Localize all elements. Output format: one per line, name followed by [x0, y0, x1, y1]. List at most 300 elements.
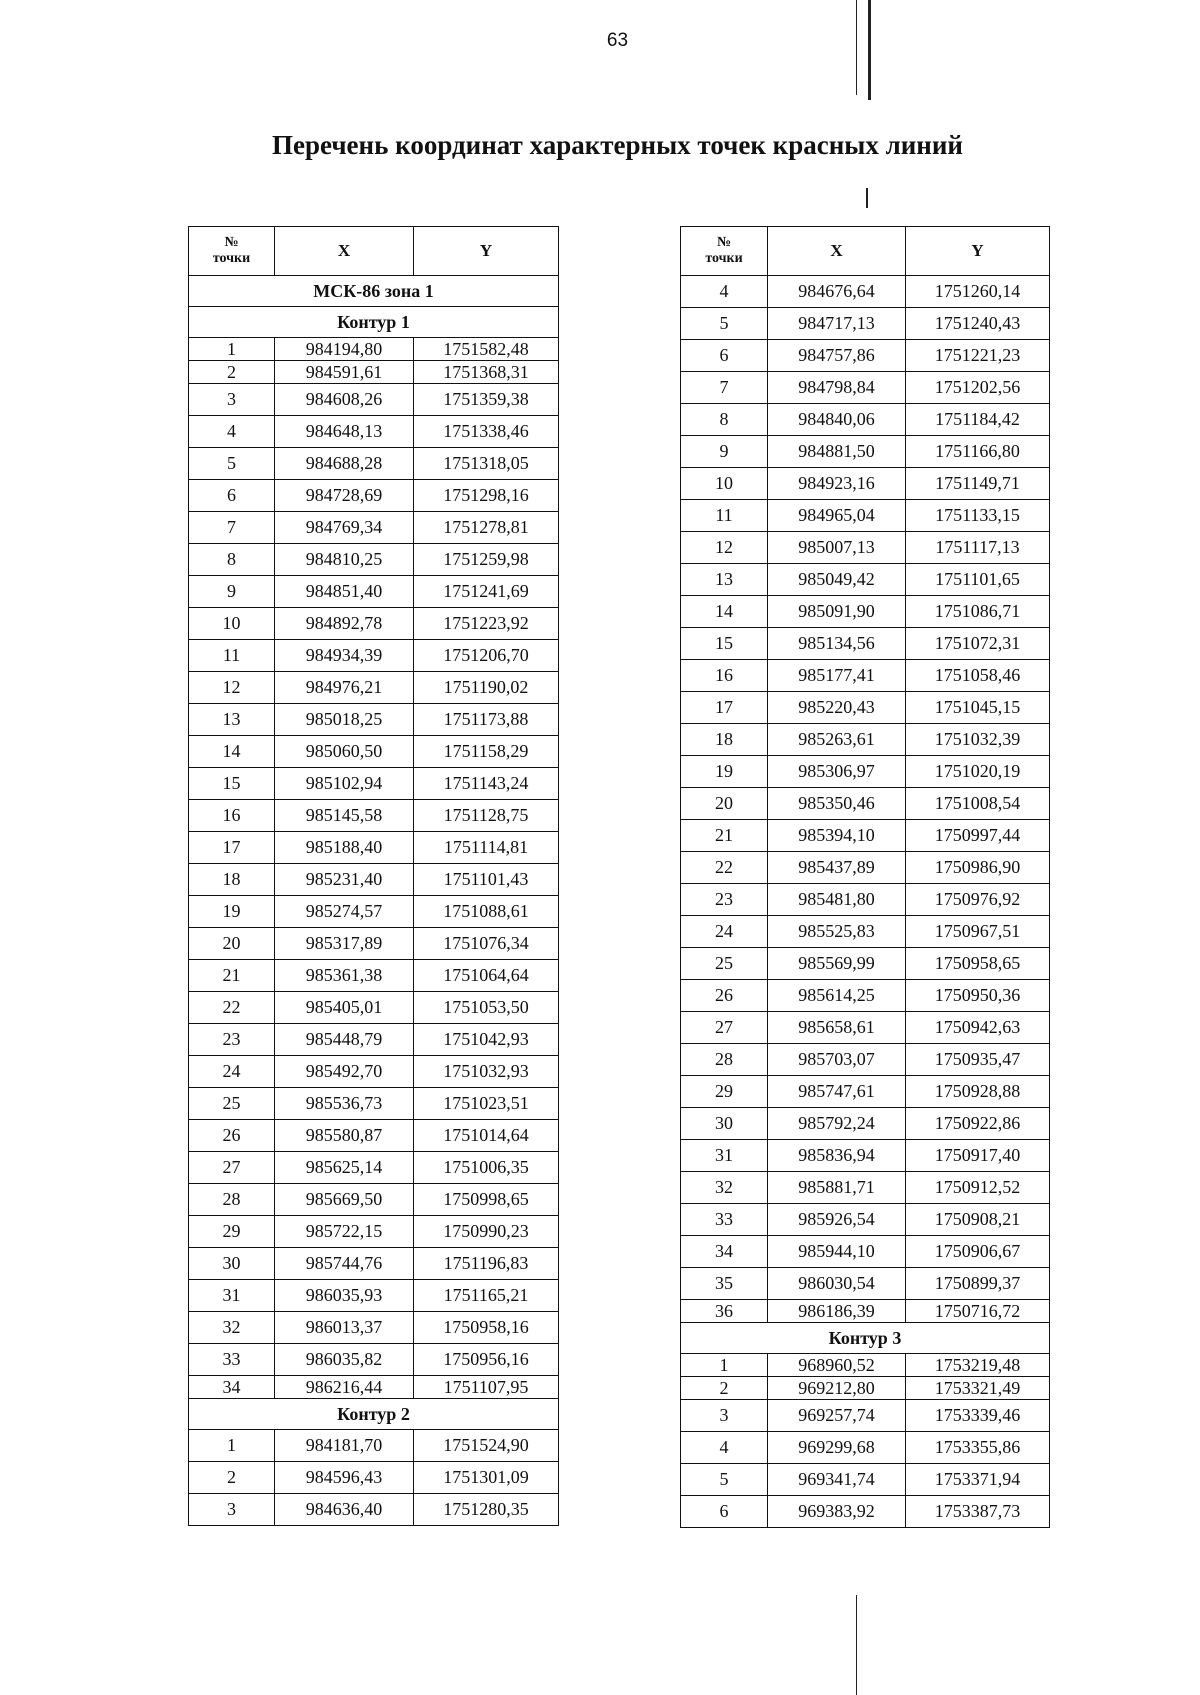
x-header: X — [275, 227, 414, 276]
x-cell: 985926,54 — [768, 1204, 906, 1236]
y-cell: 1751280,35 — [414, 1494, 559, 1526]
point-number-cell: 21 — [189, 960, 275, 992]
table-row — [189, 992, 559, 1024]
contour-title-label: Контур 3 — [681, 1323, 1050, 1354]
point-number-cell: 4 — [681, 276, 768, 308]
x-cell: 985492,70 — [275, 1056, 414, 1088]
table-row — [681, 1377, 1050, 1400]
y-cell: 1750950,36 — [906, 980, 1050, 1012]
point-number-cell: 29 — [189, 1216, 275, 1248]
x-cell: 985361,38 — [275, 960, 414, 992]
point-number-cell: 30 — [681, 1108, 768, 1140]
x-cell: 985792,24 — [768, 1108, 906, 1140]
x-cell: 984798,84 — [768, 372, 906, 404]
table-row — [681, 340, 1050, 372]
x-cell: 986013,37 — [275, 1312, 414, 1344]
table-row — [681, 1464, 1050, 1496]
y-cell: 1750942,63 — [906, 1012, 1050, 1044]
point-number-cell: 27 — [189, 1152, 275, 1184]
y-cell: 1750906,67 — [906, 1236, 1050, 1268]
point-number-cell: 15 — [189, 768, 275, 800]
point-number-cell: 9 — [189, 576, 275, 608]
point-number-cell: 30 — [189, 1248, 275, 1280]
y-cell: 1750908,21 — [906, 1204, 1050, 1236]
x-cell: 969299,68 — [768, 1432, 906, 1464]
table-row — [189, 896, 559, 928]
y-cell: 1751064,64 — [414, 960, 559, 992]
table-row — [189, 800, 559, 832]
x-cell: 985405,01 — [275, 992, 414, 1024]
x-cell: 984965,04 — [768, 500, 906, 532]
y-cell: 1751045,15 — [906, 692, 1050, 724]
table-row — [681, 1236, 1050, 1268]
x-cell: 969341,74 — [768, 1464, 906, 1496]
x-cell: 985177,41 — [768, 660, 906, 692]
y-cell: 1750958,16 — [414, 1312, 559, 1344]
y-cell: 1751076,34 — [414, 928, 559, 960]
point-number-cell: 24 — [189, 1056, 275, 1088]
y-cell: 1751582,48 — [414, 338, 559, 361]
point-number-cell: 7 — [189, 512, 275, 544]
x-cell: 984688,28 — [275, 448, 414, 480]
table-row — [681, 692, 1050, 724]
y-cell: 1750922,86 — [906, 1108, 1050, 1140]
x-cell: 985220,43 — [768, 692, 906, 724]
point-number-cell: 23 — [189, 1024, 275, 1056]
x-cell: 986186,39 — [768, 1300, 906, 1323]
x-cell: 985394,10 — [768, 820, 906, 852]
point-number-cell: 18 — [189, 864, 275, 896]
table-row — [189, 1024, 559, 1056]
point-number-cell: 27 — [681, 1012, 768, 1044]
point-number-cell: 28 — [189, 1184, 275, 1216]
point-number-cell: 7 — [681, 372, 768, 404]
table-row — [189, 1056, 559, 1088]
point-number-cell: 13 — [189, 704, 275, 736]
table-row — [189, 1184, 559, 1216]
x-cell: 985836,94 — [768, 1140, 906, 1172]
y-cell: 1751196,83 — [414, 1248, 559, 1280]
x-cell: 984608,26 — [275, 384, 414, 416]
table-row — [189, 338, 559, 361]
table-row — [189, 608, 559, 640]
x-cell: 984976,21 — [275, 672, 414, 704]
point-number-cell: 25 — [681, 948, 768, 980]
point-number-cell: 4 — [681, 1432, 768, 1464]
x-cell: 985944,10 — [768, 1236, 906, 1268]
table-row — [681, 1300, 1050, 1323]
table-row — [681, 756, 1050, 788]
point-number-cell: 36 — [681, 1300, 768, 1323]
table-row — [681, 1108, 1050, 1140]
table-row — [189, 384, 559, 416]
x-cell: 984596,43 — [275, 1462, 414, 1494]
y-cell: 1751240,43 — [906, 308, 1050, 340]
table-row — [681, 1076, 1050, 1108]
y-cell: 1751107,95 — [414, 1376, 559, 1399]
point-number-cell: 20 — [189, 928, 275, 960]
table-row — [189, 928, 559, 960]
table-row — [681, 980, 1050, 1012]
y-header: Y — [414, 227, 559, 276]
point-number-cell: 22 — [189, 992, 275, 1024]
x-cell: 985145,58 — [275, 800, 414, 832]
point-number-cell: 24 — [681, 916, 768, 948]
point-number-cell: 32 — [189, 1312, 275, 1344]
x-cell: 985703,07 — [768, 1044, 906, 1076]
y-cell: 1750956,16 — [414, 1344, 559, 1376]
table-row — [189, 361, 559, 384]
point-number-cell: 3 — [681, 1400, 768, 1432]
point-number-cell: 13 — [681, 564, 768, 596]
y-cell: 1751042,93 — [414, 1024, 559, 1056]
contour-title — [681, 1323, 1050, 1354]
table-row — [189, 672, 559, 704]
table-row — [681, 1012, 1050, 1044]
table-row — [189, 640, 559, 672]
point-number-cell: 20 — [681, 788, 768, 820]
point-number-cell: 25 — [189, 1088, 275, 1120]
x-header: X — [768, 227, 906, 276]
x-cell: 985274,57 — [275, 896, 414, 928]
x-cell: 985060,50 — [275, 736, 414, 768]
document-title: Перечень координат характерных точек красных линий — [272, 130, 963, 160]
y-cell: 1751023,51 — [414, 1088, 559, 1120]
point-number-cell: 18 — [681, 724, 768, 756]
y-cell: 1750935,47 — [906, 1044, 1050, 1076]
table-row — [681, 1400, 1050, 1432]
x-cell: 986035,93 — [275, 1280, 414, 1312]
point-number-cell: 10 — [189, 608, 275, 640]
y-cell: 1751149,71 — [906, 468, 1050, 500]
y-cell: 1750967,51 — [906, 916, 1050, 948]
point-number-cell: 2 — [681, 1377, 768, 1400]
table-row — [189, 1248, 559, 1280]
y-cell: 1750958,65 — [906, 948, 1050, 980]
point-number-cell: 28 — [681, 1044, 768, 1076]
y-cell: 1750716,72 — [906, 1300, 1050, 1323]
point-number-cell: 11 — [189, 640, 275, 672]
point-number-cell: 4 — [189, 416, 275, 448]
point-number-cell: 19 — [681, 756, 768, 788]
table-row — [189, 1088, 559, 1120]
y-cell: 1751278,81 — [414, 512, 559, 544]
x-cell: 985049,42 — [768, 564, 906, 596]
x-cell: 985188,40 — [275, 832, 414, 864]
point-number-cell: 5 — [681, 308, 768, 340]
y-cell: 1750912,52 — [906, 1172, 1050, 1204]
x-cell: 984769,34 — [275, 512, 414, 544]
y-cell: 1753387,73 — [906, 1496, 1050, 1528]
y-cell: 1751006,35 — [414, 1152, 559, 1184]
point-number-cell: 1 — [189, 338, 275, 361]
x-cell: 969257,74 — [768, 1400, 906, 1432]
y-cell: 1750986,90 — [906, 852, 1050, 884]
x-cell: 984892,78 — [275, 608, 414, 640]
table-row — [189, 1312, 559, 1344]
y-cell: 1751241,69 — [414, 576, 559, 608]
y-cell: 1751202,56 — [906, 372, 1050, 404]
table-row — [189, 864, 559, 896]
x-cell: 985437,89 — [768, 852, 906, 884]
x-cell: 984636,40 — [275, 1494, 414, 1526]
x-cell: 968960,52 — [768, 1354, 906, 1377]
table-row — [681, 500, 1050, 532]
x-cell: 984757,86 — [768, 340, 906, 372]
point-number-cell: 31 — [189, 1280, 275, 1312]
x-cell: 985580,87 — [275, 1120, 414, 1152]
y-cell: 1751008,54 — [906, 788, 1050, 820]
y-cell: 1751184,42 — [906, 404, 1050, 436]
table-row — [681, 308, 1050, 340]
y-cell: 1751338,46 — [414, 416, 559, 448]
table-row — [681, 1268, 1050, 1300]
table-row — [189, 1430, 559, 1462]
y-cell: 1753355,86 — [906, 1432, 1050, 1464]
x-cell: 969212,80 — [768, 1377, 906, 1400]
point-number-cell: 31 — [681, 1140, 768, 1172]
y-cell: 1751014,64 — [414, 1120, 559, 1152]
table-row — [189, 448, 559, 480]
page-number: 63 — [606, 30, 629, 51]
table-row — [681, 820, 1050, 852]
y-cell: 1751259,98 — [414, 544, 559, 576]
point-number-cell: 21 — [681, 820, 768, 852]
y-cell: 1750976,92 — [906, 884, 1050, 916]
x-cell: 984676,64 — [768, 276, 906, 308]
table-row — [189, 544, 559, 576]
x-cell: 985007,13 — [768, 532, 906, 564]
y-cell: 1753219,48 — [906, 1354, 1050, 1377]
table-row — [681, 1496, 1050, 1528]
table-row — [681, 468, 1050, 500]
point-number-header: № точки — [681, 227, 768, 276]
x-cell: 969383,92 — [768, 1496, 906, 1528]
point-number-cell: 12 — [189, 672, 275, 704]
x-cell: 984591,61 — [275, 361, 414, 384]
point-number-cell: 10 — [681, 468, 768, 500]
point-number-cell: 3 — [189, 384, 275, 416]
y-cell: 1751368,31 — [414, 361, 559, 384]
point-number-cell: 34 — [681, 1236, 768, 1268]
point-number-cell: 14 — [189, 736, 275, 768]
contour-title — [189, 1399, 559, 1430]
y-cell: 1750899,37 — [906, 1268, 1050, 1300]
table-row — [189, 1152, 559, 1184]
x-cell: 985448,79 — [275, 1024, 414, 1056]
table-row — [681, 596, 1050, 628]
point-number-cell: 1 — [189, 1430, 275, 1462]
point-number-cell: 2 — [189, 361, 275, 384]
y-cell: 1751158,29 — [414, 736, 559, 768]
x-cell: 985744,76 — [275, 1248, 414, 1280]
point-number-header: № точки — [189, 227, 275, 276]
point-number-cell: 32 — [681, 1172, 768, 1204]
x-cell: 984717,13 — [768, 308, 906, 340]
x-cell: 984923,16 — [768, 468, 906, 500]
x-cell: 986216,44 — [275, 1376, 414, 1399]
scan-artifact-line — [856, 1595, 857, 1695]
x-cell: 985614,25 — [768, 980, 906, 1012]
table-row — [189, 1494, 559, 1526]
contour-title-label: Контур 2 — [189, 1399, 559, 1430]
y-cell: 1751072,31 — [906, 628, 1050, 660]
y-cell: 1751301,09 — [414, 1462, 559, 1494]
table-row — [681, 372, 1050, 404]
y-cell: 1751101,43 — [414, 864, 559, 896]
y-header: Y — [906, 227, 1050, 276]
x-cell: 985134,56 — [768, 628, 906, 660]
point-number-cell: 16 — [189, 800, 275, 832]
y-cell: 1751143,24 — [414, 768, 559, 800]
y-cell: 1753371,94 — [906, 1464, 1050, 1496]
x-cell: 985263,61 — [768, 724, 906, 756]
table-row — [189, 1120, 559, 1152]
table-row — [681, 1204, 1050, 1236]
x-cell: 985231,40 — [275, 864, 414, 896]
x-cell: 984181,70 — [275, 1430, 414, 1462]
y-cell: 1750928,88 — [906, 1076, 1050, 1108]
x-cell: 984648,13 — [275, 416, 414, 448]
y-cell: 1751133,15 — [906, 500, 1050, 532]
point-number-cell: 15 — [681, 628, 768, 660]
table-row — [189, 416, 559, 448]
table-row — [189, 1376, 559, 1399]
table-row — [189, 1462, 559, 1494]
x-cell: 985317,89 — [275, 928, 414, 960]
y-cell: 1751058,46 — [906, 660, 1050, 692]
x-cell: 985881,71 — [768, 1172, 906, 1204]
point-number-cell: 5 — [681, 1464, 768, 1496]
y-cell: 1751190,02 — [414, 672, 559, 704]
zone-title — [189, 276, 559, 307]
x-cell: 984840,06 — [768, 404, 906, 436]
y-cell: 1751086,71 — [906, 596, 1050, 628]
point-number-cell: 33 — [681, 1204, 768, 1236]
point-number-cell: 8 — [681, 404, 768, 436]
x-cell: 984934,39 — [275, 640, 414, 672]
table-row — [681, 276, 1050, 308]
y-cell: 1750998,65 — [414, 1184, 559, 1216]
point-number-cell: 34 — [189, 1376, 275, 1399]
point-number-cell: 6 — [681, 1496, 768, 1528]
y-cell: 1751032,39 — [906, 724, 1050, 756]
point-number-cell: 22 — [681, 852, 768, 884]
zone-title-label: МСК-86 зона 1 — [189, 276, 559, 307]
point-number-cell: 19 — [189, 896, 275, 928]
table-row — [681, 948, 1050, 980]
x-cell: 984881,50 — [768, 436, 906, 468]
x-cell: 985102,94 — [275, 768, 414, 800]
coordinates-table-left — [188, 226, 559, 1526]
y-cell: 1751117,13 — [906, 532, 1050, 564]
x-cell: 984851,40 — [275, 576, 414, 608]
table-row — [681, 1432, 1050, 1464]
x-cell: 985658,61 — [768, 1012, 906, 1044]
y-cell: 1751128,75 — [414, 800, 559, 832]
y-cell: 1751318,05 — [414, 448, 559, 480]
point-number-cell: 35 — [681, 1268, 768, 1300]
y-cell: 1751359,38 — [414, 384, 559, 416]
x-cell: 985525,83 — [768, 916, 906, 948]
table-row — [681, 1140, 1050, 1172]
point-number-cell: 26 — [681, 980, 768, 1012]
table-row — [189, 1216, 559, 1248]
y-cell: 1751166,80 — [906, 436, 1050, 468]
x-cell: 985722,15 — [275, 1216, 414, 1248]
x-cell: 985669,50 — [275, 1184, 414, 1216]
table-row — [681, 1172, 1050, 1204]
x-cell: 985306,97 — [768, 756, 906, 788]
scan-artifact-line — [866, 188, 868, 208]
table-row — [189, 960, 559, 992]
table-row — [189, 704, 559, 736]
y-cell: 1751114,81 — [414, 832, 559, 864]
point-number-cell: 11 — [681, 500, 768, 532]
coordinates-table-right — [680, 226, 1050, 1528]
y-cell: 1753339,46 — [906, 1400, 1050, 1432]
table-row — [681, 1044, 1050, 1076]
contour-title-label: Контур 1 — [189, 307, 559, 338]
y-cell: 1751088,61 — [414, 896, 559, 928]
x-cell: 984810,25 — [275, 544, 414, 576]
table-row — [681, 788, 1050, 820]
point-number-cell: 23 — [681, 884, 768, 916]
x-cell: 986035,82 — [275, 1344, 414, 1376]
point-number-cell: 9 — [681, 436, 768, 468]
table-row — [681, 628, 1050, 660]
y-cell: 1751032,93 — [414, 1056, 559, 1088]
point-number-cell: 12 — [681, 532, 768, 564]
y-cell: 1750990,23 — [414, 1216, 559, 1248]
y-cell: 1751524,90 — [414, 1430, 559, 1462]
table-row — [681, 532, 1050, 564]
y-cell: 1751221,23 — [906, 340, 1050, 372]
table-row — [189, 832, 559, 864]
y-cell: 1753321,49 — [906, 1377, 1050, 1400]
point-number-cell: 8 — [189, 544, 275, 576]
table-row — [681, 564, 1050, 596]
point-number-cell: 33 — [189, 1344, 275, 1376]
x-cell: 985018,25 — [275, 704, 414, 736]
table-row — [681, 436, 1050, 468]
point-number-cell: 26 — [189, 1120, 275, 1152]
table-row — [681, 852, 1050, 884]
point-number-cell: 17 — [681, 692, 768, 724]
point-number-cell: 14 — [681, 596, 768, 628]
point-number-cell: 1 — [681, 1354, 768, 1377]
scan-artifact-line — [868, 0, 871, 100]
x-cell: 986030,54 — [768, 1268, 906, 1300]
y-cell: 1751020,19 — [906, 756, 1050, 788]
table-row — [189, 576, 559, 608]
y-cell: 1751206,70 — [414, 640, 559, 672]
point-number-cell: 3 — [189, 1494, 275, 1526]
point-number-cell: 2 — [189, 1462, 275, 1494]
point-number-cell: 6 — [681, 340, 768, 372]
table-row — [189, 480, 559, 512]
x-cell: 985091,90 — [768, 596, 906, 628]
x-cell: 985350,46 — [768, 788, 906, 820]
table-row — [681, 660, 1050, 692]
y-cell: 1750917,40 — [906, 1140, 1050, 1172]
table-row — [681, 724, 1050, 756]
point-number-cell: 5 — [189, 448, 275, 480]
table-row — [681, 404, 1050, 436]
y-cell: 1751223,92 — [414, 608, 559, 640]
y-cell: 1751165,21 — [414, 1280, 559, 1312]
contour-title — [189, 307, 559, 338]
